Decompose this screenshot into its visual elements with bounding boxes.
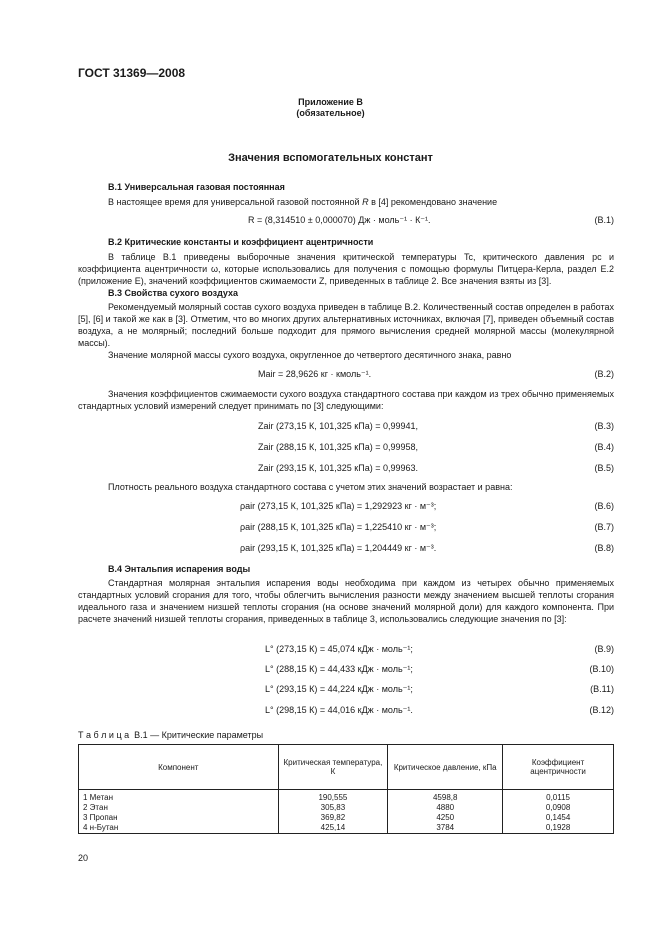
equation-b8: ρair (293,15 К, 101,325 кПа) = 1,204449 кг · м⁻³.	[240, 543, 437, 553]
equation-b6: ρair (273,15 К, 101,325 кПа) = 1,292923 кг · м⁻³;	[240, 501, 437, 511]
document-number: ГОСТ 31369—2008	[78, 66, 186, 80]
table-cell: 4880	[388, 803, 503, 813]
equation-b2: Mair = 28,9626 кг · кмоль⁻¹.	[258, 369, 372, 379]
table-cell: 0,1454	[503, 813, 614, 823]
equation-b7-number: (В.7)	[594, 522, 614, 532]
section-b1-heading: В.1 Универсальная газовая постоянная	[108, 182, 285, 192]
table-row	[79, 813, 614, 823]
equation-b4-number: (В.4)	[594, 442, 614, 452]
header-critical-temperature: Критическая температура, К	[278, 745, 388, 790]
table-cell: 2 Этан	[79, 803, 279, 813]
table-cell: 190,555	[278, 790, 388, 804]
equation-b12-number: (В.12)	[589, 705, 614, 715]
table-header-row	[79, 745, 614, 790]
table-cell: 4250	[388, 813, 503, 823]
table-cell: 3 Пропан	[79, 813, 279, 823]
table-cell: 1 Метан	[79, 790, 279, 804]
equation-b5: Zair (293,15 К, 101,325 кПа) = 0,99963.	[258, 463, 419, 473]
equation-b9-number: (В.9)	[594, 644, 614, 654]
table-caption: Т а б л и ц а В.1 — Критические параметры	[78, 730, 264, 740]
appendix-title: Приложение В	[298, 97, 363, 107]
table-cell: 4 н-Бутан	[79, 823, 279, 834]
equation-b1: R = (8,314510 ± 0,000070) Дж · моль⁻¹ · К⁻¹.	[248, 215, 431, 225]
table-cell: 369,82	[278, 813, 388, 823]
table-cell: 0,0115	[503, 790, 614, 804]
page-number: 20	[78, 853, 89, 863]
table-cell: 0,0908	[503, 803, 614, 813]
section-b3-paragraph-3: Значения коэффициентов сжимаемости сухого воздуха стандартного состава при каждом из трех обычно применяемых стандартных условий измерений следует принимать по [3] следующими:	[78, 389, 614, 411]
table-row	[79, 823, 614, 834]
equation-b3-number: (В.3)	[594, 421, 614, 431]
equation-b5-number: (В.5)	[594, 463, 614, 473]
equation-b4: Zair (288,15 К, 101,325 кПа) = 0,99958,	[258, 442, 419, 452]
table-row	[79, 790, 614, 804]
table-cell: 305,83	[278, 803, 388, 813]
equation-b7: ρair (288,15 К, 101,325 кПа) = 1,225410 кг · м⁻³;	[240, 522, 437, 532]
table-row	[79, 803, 614, 813]
equation-b1-number: (В.1)	[594, 215, 614, 225]
section-b3-heading: В.3 Свойства сухого воздуха	[108, 288, 239, 298]
equation-b11-number: (В.11)	[590, 684, 614, 694]
table-cell: 3784	[388, 823, 503, 834]
table-cell: 4598,8	[388, 790, 503, 804]
section-b1-paragraph: В настоящее время для универсальной газовой постоянной R в [4] рекомендовано значение	[108, 197, 498, 207]
equation-b3: Zair (273,15 К, 101,325 кПа) = 0,99941,	[258, 421, 419, 431]
equation-b6-number: (В.6)	[594, 501, 614, 511]
table-cell: 425,14	[278, 823, 388, 834]
equation-b9: L° (273,15 К) = 45,074 кДж · моль⁻¹;	[265, 644, 413, 654]
section-b2-heading: В.2 Критические константы и коэффициент ацентричности	[108, 237, 374, 247]
section-b3-paragraph-2: Значение молярной массы сухого воздуха, округленное до четвертого десятичного знака, равно	[108, 350, 512, 360]
equation-b12: L° (298,15 К) = 44,016 кДж · моль⁻¹.	[265, 705, 413, 715]
equation-b11: L° (293,15 К) = 44,224 кДж · моль⁻¹;	[265, 684, 413, 694]
section-b2-paragraph: В таблице В.1 приведены выборочные значения критической температуры Tc, критического давления pc и коэффициента ацентричности ω, которые использовались для получения с помощью формулы Питцера-Керла, раздел Е.2 (приложение Е), значений коэффициентов сжимаемости Z, приведенных в таблице 2. Все значения взяты из [3].	[78, 252, 614, 286]
section-b3-paragraph-4: Плотность реального воздуха стандартного состава с учетом этих значений возрастает и равна:	[108, 482, 513, 492]
equation-b2-number: (В.2)	[594, 369, 614, 379]
section-b4-paragraph: Стандартная молярная энтальпия испарения воды необходима при каждом из четырех обычно применяемых стандартных условий сгорания для того, чтобы облегчить вычисления разности между значением высшей теплоты сгорания идеального газа и значением низшей теплоты сгорания (на основе значений молярной доли) для каждого компонента. При расчете значений низшей теплоты сгорания, приведенных в таблице 3, использовались следующие значения по [3]:	[78, 578, 614, 624]
header-component: Компонент	[79, 745, 279, 790]
table-cell: 0,1928	[503, 823, 614, 834]
main-title: Значения вспомогательных констант	[228, 152, 433, 164]
equation-b10: L° (288,15 К) = 44,433 кДж · моль⁻¹;	[265, 664, 413, 674]
critical-parameters-table	[78, 744, 614, 834]
section-b3-paragraph-1: Рекомендуемый молярный состав сухого воздуха приведен в таблице В.2. Количественный состав определен в работах [5], [6] и такой же как в [3]. Отметим, что во многих других альтернативных источниках, включая [7], приведен объемный состав воздуха, а не молярный; последний больше подходит для прямого вычисления средней молярной массы (молекулярной массы).	[78, 302, 614, 348]
equation-b8-number: (В.8)	[594, 543, 614, 553]
header-critical-pressure: Критическое давление, кПа	[388, 745, 503, 790]
header-acentric-factor: Коэффициент ацентричности	[503, 745, 614, 790]
appendix-subtitle: (обязательное)	[296, 108, 365, 118]
equation-b10-number: (В.10)	[589, 664, 614, 674]
section-b4-heading: В.4 Энтальпия испарения воды	[108, 564, 251, 574]
